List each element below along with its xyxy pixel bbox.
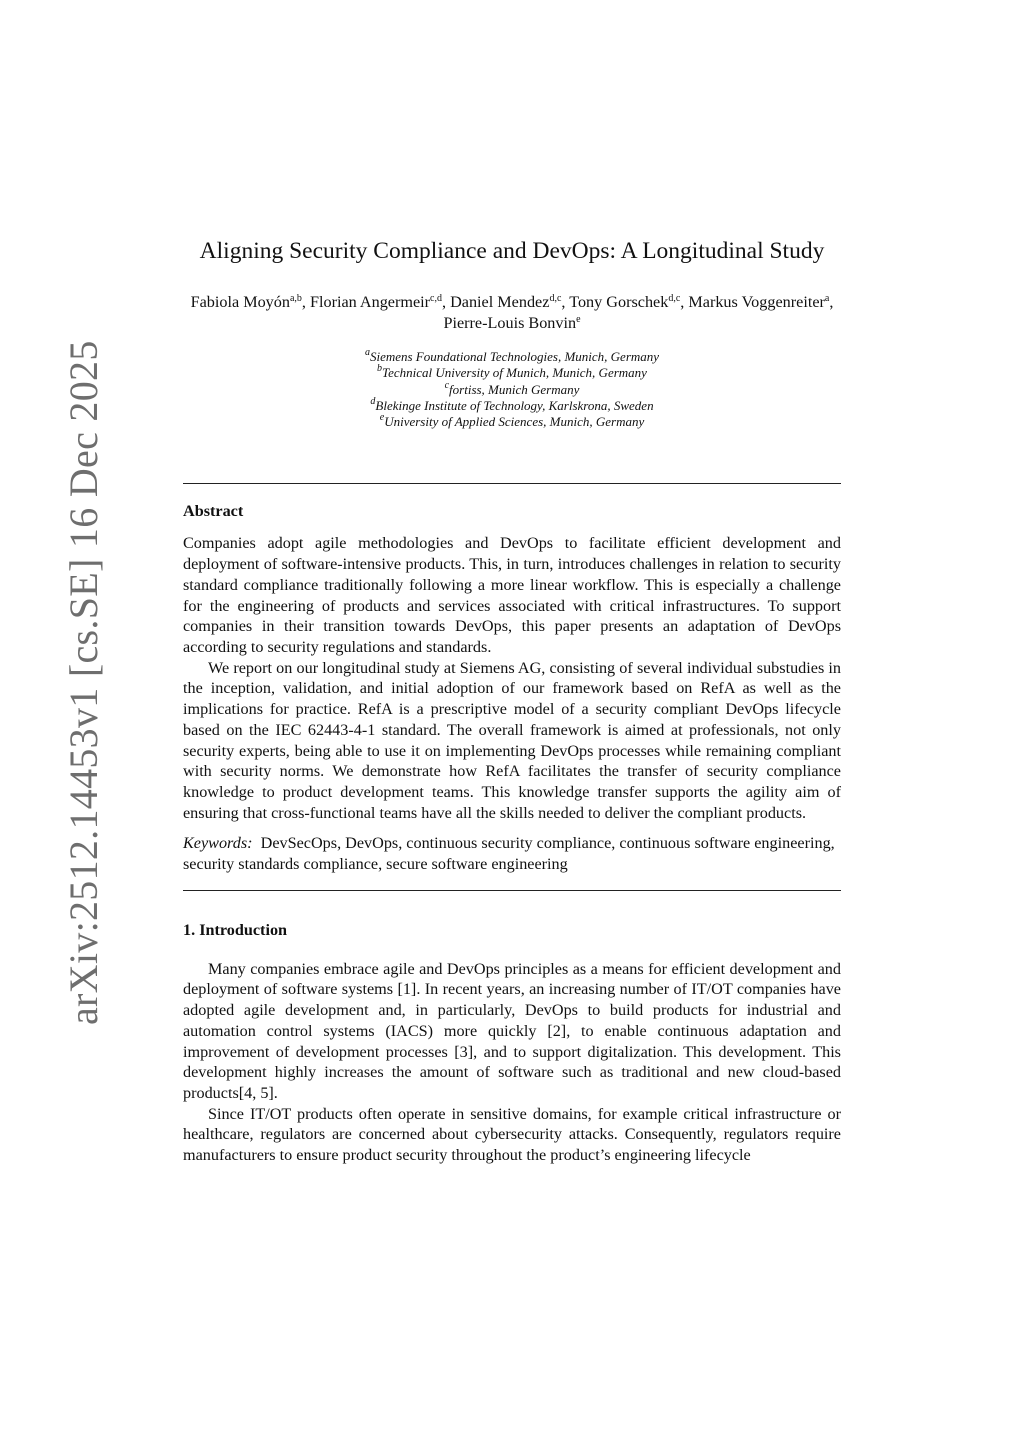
abstract-paragraph: Companies adopt agile methodologies and DevOps to facilitate efficient development and deployment of software-intensive products. This, in turn, introduces challenges in relation to security standard compliance traditionally following a more linear workflow. This is especially a challenge for the engineering of products and services associated with critical infrastructures. To support companies in their transition towards DevOps, this paper presents an adaptation of DevOps according to security regulations and standards. (183, 534, 841, 656)
author-affiliation-mark: a,b (289, 293, 302, 304)
affiliation-text: Technical University of Munich, Munich, Germany (382, 365, 647, 381)
introduction-paragraph: Since IT/OT products often operate in sensitive domains, for example critical infrastructure or healthcare, regulators are concerned about cybersecurity attacks. Consequently, regulators require manufacturers to ensure product security throughout the product’s engineering lifecycle (183, 1104, 841, 1165)
author (191, 293, 310, 311)
author (450, 293, 569, 311)
affiliation-mark: d (370, 395, 376, 407)
author-separator: , (561, 293, 570, 311)
author-affiliation-mark: a (824, 293, 830, 304)
affiliation-mark: e (379, 412, 385, 424)
author-affiliation-mark: d,c (668, 293, 681, 304)
author (569, 293, 688, 311)
author-name: Markus Voggenreiter (688, 293, 825, 311)
abstract-heading: Abstract (183, 502, 244, 521)
affiliation-text: University of Applied Sciences, Munich, Germany (384, 414, 645, 430)
affiliation (183, 414, 841, 430)
introduction-heading: 1. Introduction (183, 920, 288, 939)
author-affiliation-mark: d,c (549, 293, 562, 304)
arxiv-identifier-sidebar: arXiv:2512.14453v1 [cs.SE] 16 Dec 2025 (61, 340, 106, 1025)
author-separator: , (442, 293, 451, 311)
abstract-paragraph: We report on our longitudinal study at Siemens AG, consisting of several individual substudies in the inception, validation, and initial adoption of our framework based on RefA as well as the implications for practice. RefA is a prescriptive model of a security compliant DevOps lifecycle based on the IEC 62443-4-1 standard. The overall framework is aimed at professionals, not only security experts, being able to use it on implementing DevOps processes while remaining compliant with security norms. We demonstrate how RefA facilitates the transfer of security compliance knowledge to product development teams. This knowledge transfer supports the agility aim of ensuring that cross-functional teams have all the skills needed to deliver the compliant products. (183, 658, 841, 822)
abstract-bottom-rule (183, 890, 841, 891)
affiliation (183, 379, 841, 398)
author-list (183, 292, 841, 334)
affiliation-mark: a (364, 347, 370, 358)
affiliation (183, 365, 841, 381)
author-separator: , (301, 293, 311, 311)
paper-page (183, 232, 841, 1166)
keywords (183, 833, 841, 874)
author-name: Pierre-Louis Bonvin (443, 314, 577, 332)
author (310, 293, 450, 311)
author-separator: , (829, 293, 834, 311)
affiliation-mark: b (377, 363, 383, 375)
author (443, 314, 580, 332)
author-separator: , (680, 293, 689, 311)
author-name: Fabiola Moyón (190, 293, 290, 311)
affiliation (183, 395, 841, 414)
author-name: Daniel Mendez (450, 293, 550, 311)
affiliation (183, 349, 841, 365)
author-name: Tony Gorschek (569, 293, 669, 311)
abstract-top-rule (183, 483, 841, 484)
affiliation-text: Blekinge Institute of Technology, Karlskrona, Sweden (375, 397, 654, 413)
affiliation-text: fortiss, Munich Germany (449, 381, 580, 397)
author-name: Florian Angermeir (310, 293, 431, 311)
paper-title: Aligning Security Compliance and DevOps: A Longitudinal Study (199, 238, 825, 264)
affiliation-list (183, 349, 841, 430)
introduction-paragraph: Many companies embrace agile and DevOps principles as a means for efficient development and deployment of software systems [1]. In recent years, an increasing number of IT/OT companies have adopted agile development and, in particularly, DevOps to build products for industrial and automation control systems (IACS) more quickly [2], to enable continuous adaptation and improvement of development processes [3], and to support digitalization. This development. This development highly increases the amount of software such as traditional and new cloud-based products[4, 5]. (183, 959, 841, 1102)
affiliation-mark: c (444, 379, 450, 391)
author (688, 293, 833, 311)
affiliation-text: Siemens Foundational Technologies, Munich, Germany (369, 349, 660, 364)
author-affiliation-mark: c,d (430, 293, 442, 304)
author-affiliation-mark: e (576, 314, 581, 325)
keywords-text: DevSecOps, DevOps, continuous security compliance, continuous software engineering, security standards compliance, secure software engineering (183, 834, 835, 874)
keywords-label: Keywords: (183, 834, 253, 853)
